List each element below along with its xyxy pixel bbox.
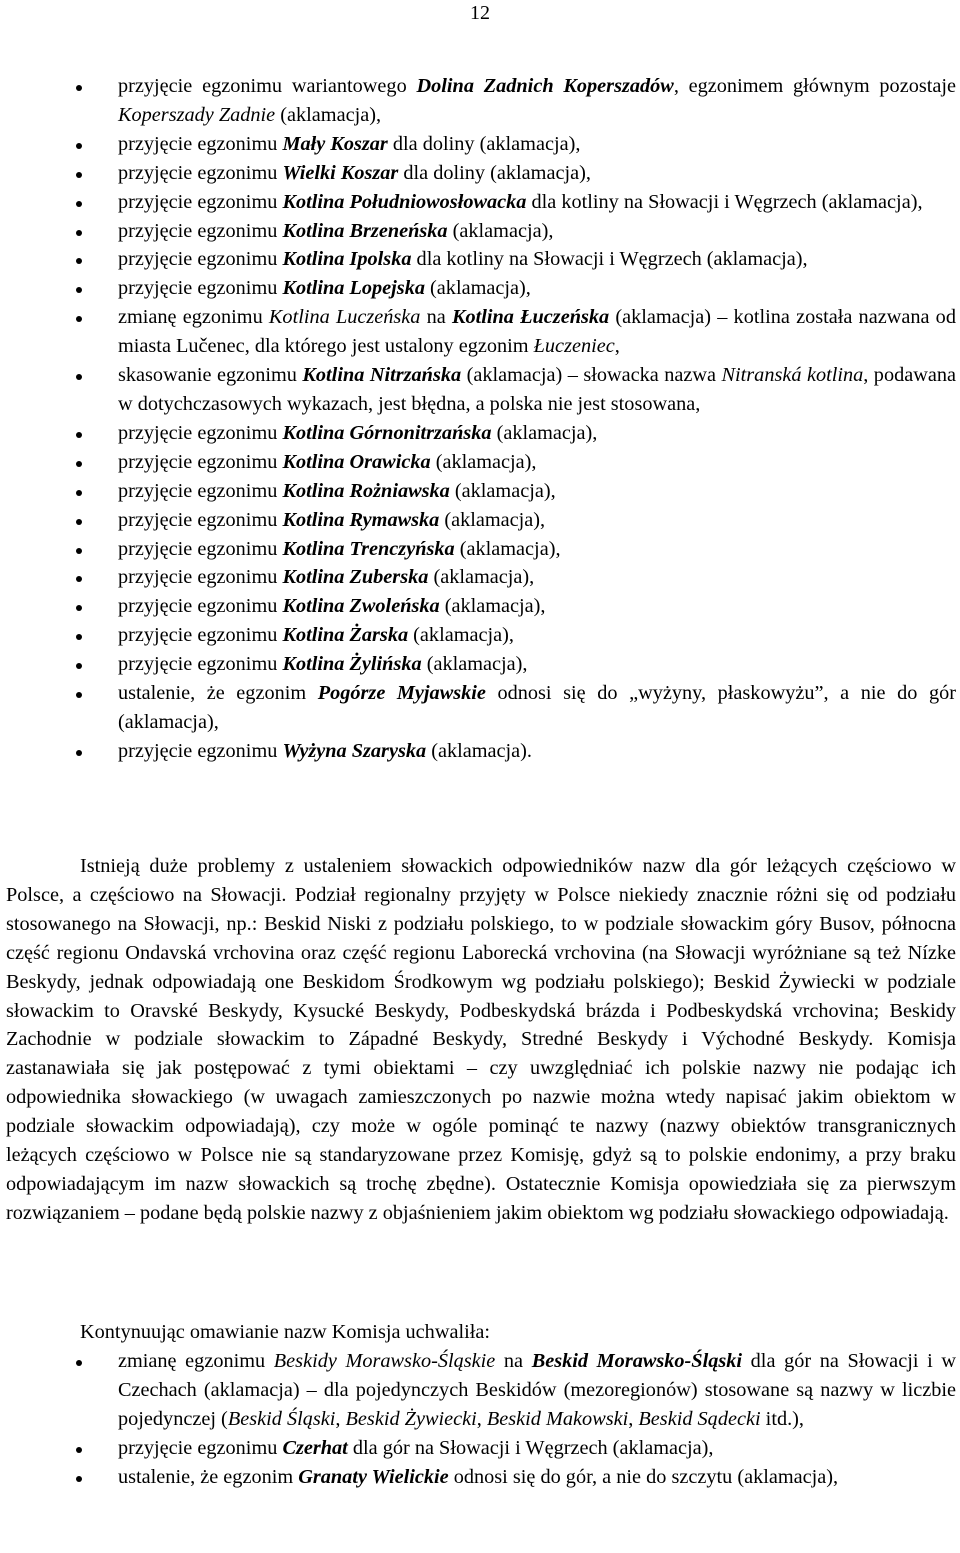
list-item: zmianę egzonimu Beskidy Morawsko-Śląskie na Beskid Morawsko-Śląski dla gór na Słowacji i w Czechach (aklamacja) – dla pojedynczych Beskidów (mezoregionów) stosowane są nazwy w liczbie pojedynczej (Beskid Śląski, Beskid Żywiecki, Beskid Makowski, Beskid Sądecki itd.),	[72, 1347, 956, 1434]
body-paragraph: Istnieją duże problemy z ustaleniem słowackich odpowiedników nazw dla gór leżących częściowo w Polsce, a częściowo na Słowacji. Podział regionalny przyjęty w Polsce niekiedy znacznie różni się od podziału stosowanego na Słowacji, np.: Beskid Niski z podziału polskiego, to w podziale słowackim góry Busov, północna część regionu Ondavská vrchovina oraz część regionu Laborecká vrchovina (na Słowacji wyróżniane są też Nízke Beskydy, jednak odpowiadają one Beskidom Środkowym wg podziału polskiego); Beskid Żywiecki w podziale słowackim to Oravské Beskydy, Kysucké Beskydy, Podbeskydská brázda i Podbeskydská vrchovina; Beskidy Zachodnie w podziale słowackim to Západné Beskydy, Stredné Beskydy i Východné Beskydy. Komisja zastanawiała się jak postępować z tymi obiektami – czy uwzględniać ich polskie nazwy nie podając ich odpowiednika słowackiego (w uwagach zamieszczonych po nazwie można wtedy napisać jakim obiektom w podziale słowackim odpowiadają), czy może w ogóle pominąć te nazwy (nazwy obiektów transgranicznych leżących częściowo w Polsce nie są standaryzowane przez Komisję, gdyż są to polskie endonimy, a przy braku odpowiadającym im nazw słowackich są trochę zbędne). Ostatecznie Komisja opowiedziała się za pierwszym rozwiązaniem – podane będą polskie nazwy z objaśnieniem jakim obiektom wg podziału słowackiego odpowiadają.	[6, 855, 956, 1224]
list-item: przyjęcie egzonimu Czerhat dla gór na Słowacji i Węgrzech (aklamacja),	[72, 1434, 956, 1463]
list-item: przyjęcie egzonimu Kotlina Ipolska dla kotliny na Słowacji i Węgrzech (aklamacja),	[72, 245, 956, 274]
list-item: przyjęcie egzonimu wariantowego Dolina Zadnich Koperszadów, egzonimem głównym pozostaje Koperszady Zadnie (aklamacja),	[72, 72, 956, 130]
resolution-list	[72, 72, 956, 766]
list-item: przyjęcie egzonimu Kotlina Rymawska (aklamacja),	[72, 506, 956, 535]
list-item: ustalenie, że egzonim Granaty Wielickie odnosi się do gór, a nie do szczytu (aklamacja),	[72, 1463, 956, 1492]
list-item: przyjęcie egzonimu Mały Koszar dla doliny (aklamacja),	[72, 130, 956, 159]
list-item: zmianę egzonimu Kotlina Luczeńska na Kotlina Łuczeńska (aklamacja) – kotlina została nazwana od miasta Lučenec, dla którego jest ustalony egzonim Łuczeniec,	[72, 303, 956, 361]
resolution-list-continued	[72, 1347, 956, 1492]
list-item: przyjęcie egzonimu Wyżyna Szaryska (aklamacja).	[72, 737, 956, 766]
list-item: przyjęcie egzonimu Kotlina Lopejska (aklamacja),	[72, 274, 956, 303]
list-item: przyjęcie egzonimu Kotlina Orawicka (aklamacja),	[72, 448, 956, 477]
list-item: przyjęcie egzonimu Kotlina Zuberska (aklamacja),	[72, 563, 956, 592]
page-number: 12	[470, 2, 490, 24]
list-item: przyjęcie egzonimu Wielki Koszar dla doliny (aklamacja),	[72, 159, 956, 188]
list-item: przyjęcie egzonimu Kotlina Żylińska (aklamacja),	[72, 650, 956, 679]
list-item: przyjęcie egzonimu Kotlina Zwoleńska (aklamacja),	[72, 592, 956, 621]
list-item: przyjęcie egzonimu Kotlina Brzeneńska (aklamacja),	[72, 217, 956, 246]
list-item: przyjęcie egzonimu Kotlina Trenczyńska (aklamacja),	[72, 535, 956, 564]
list-item: przyjęcie egzonimu Kotlina Rożniawska (aklamacja),	[72, 477, 956, 506]
list-item: skasowanie egzonimu Kotlina Nitrzańska (aklamacja) – słowacka nazwa Nitranská kotlina, podawana w dotychczasowych wykazach, jest błędna, a polska nie jest stosowana,	[72, 361, 956, 419]
list-item: przyjęcie egzonimu Kotlina Południowosłowacka dla kotliny na Słowacji i Węgrzech (aklamacja),	[72, 188, 956, 217]
list-item: przyjęcie egzonimu Kotlina Żarska (aklamacja),	[72, 621, 956, 650]
body-paragraph-intro: Kontynuując omawianie nazw Komisja uchwaliła:	[80, 1321, 491, 1343]
list-item: przyjęcie egzonimu Kotlina Górnonitrzańska (aklamacja),	[72, 419, 956, 448]
list-item: ustalenie, że egzonim Pogórze Myjawskie odnosi się do „wyżyny, płaskowyżu”, a nie do gór (aklamacja),	[72, 679, 956, 737]
